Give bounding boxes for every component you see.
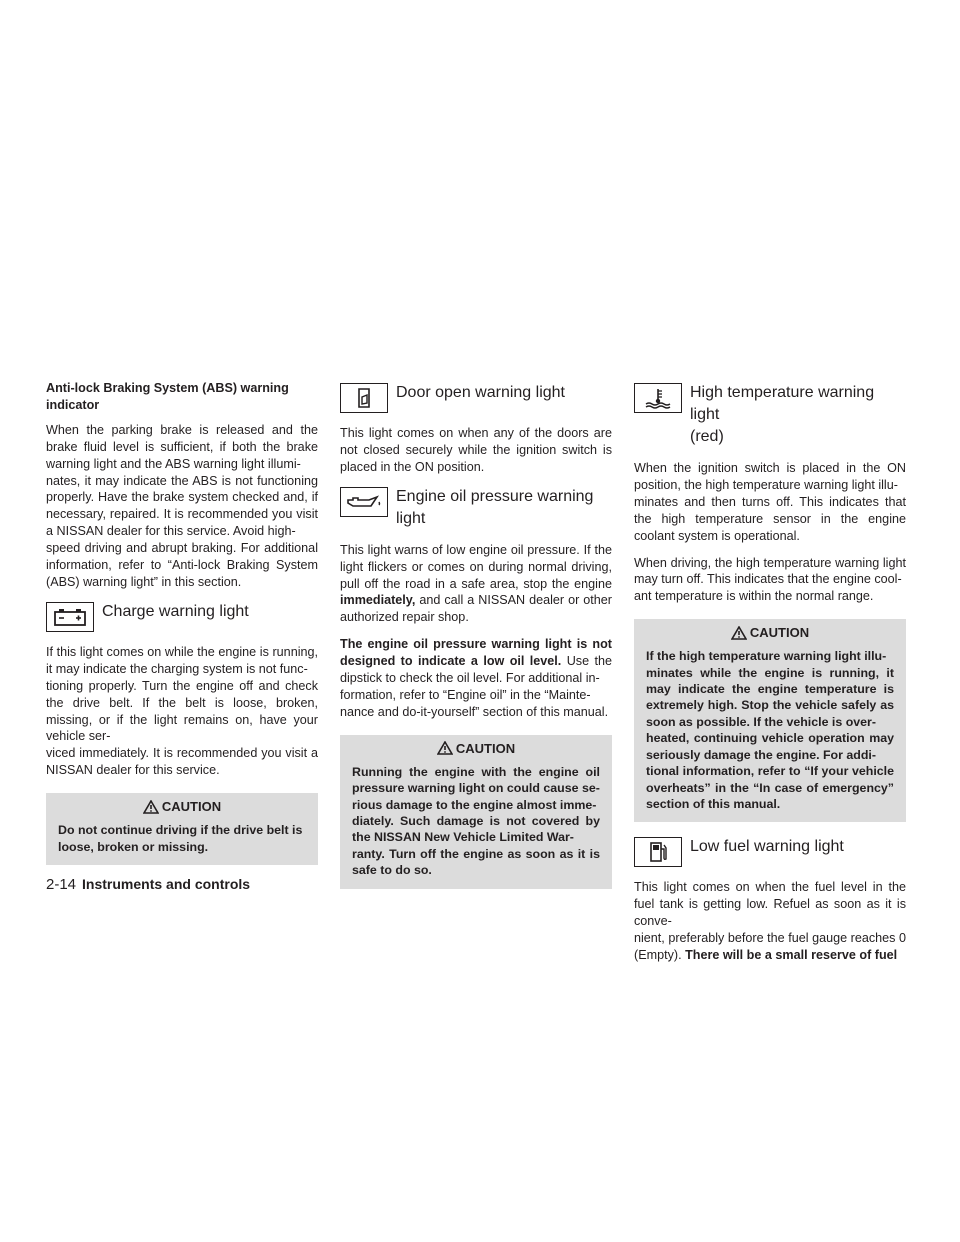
fuel-paragraph [634,879,906,964]
caution-heading [58,799,306,814]
caution-box-2 [340,735,612,889]
oil-note-text: Use the dipstick to check the oil level. For additional in- formation, refer to “Engine oil” in the “Mainte- nance and do-it-yourself” section of this manual. [340,654,612,719]
caution-label: CAUTION [749,625,810,641]
oil-note-emphasis: The engine oil pressure warning light is not designed to indicate a low oil level. [340,637,612,669]
door-open-icon [340,383,388,413]
door-warning-header [340,382,612,413]
oil-text-emphasis: immediately, [340,593,416,608]
door-paragraph: This light comes on when any of the doors are not closed securely while the ignition switch is placed in the ON position. [340,426,612,474]
abs-heading: Anti-lock Braking System (ABS) warning indicator [46,381,289,412]
oil-can-icon [340,487,388,517]
section-title: Instruments and controls [82,876,251,892]
oil-text-end: and call a NISSAN dealer or other authorized repair shop. [340,593,612,625]
charge-paragraph: If this light comes on while the engine is running, it may indicate the charging system is not func- tioning properly. Turn the engine off and check the drive belt. If the belt is loose, broken, missing, or if the light remains on, have your vehicle ser- viced immediately. It is recommended you visit a NISSAN dealer for this service. [46,644,318,778]
oil-text-start: This light warns of low engine oil pressure. If the light flickers or comes on during normal driving, pull off the road in a safe area, stop the engine [340,542,612,591]
temp-warning-header [634,382,906,448]
column-3 [634,380,906,974]
oil-warning-header [340,486,612,530]
page-number: 2-14 [46,876,77,893]
caution-label: CAUTION [455,740,516,756]
warning-triangle-icon [731,626,747,640]
warning-triangle-icon [143,800,159,814]
temp-paragraph-2: When driving, the high temperature warning light may turn off. This indicates that the engine cool- ant temperature is within the normal range. [634,555,906,604]
charge-warning-header [46,601,318,632]
caution-box-3 [634,619,906,822]
caution-box-1 [46,793,318,865]
caution-text: Running the engine with the engine oil pressure warning light on could cause se- rious damage to the engine almost imme- diately. Such damage is not covered by the NISSAN New Vehicle Limited War- ranty. Turn off the engine as soon as it is safe to do so. [352,764,600,878]
caution-heading [646,625,894,640]
temp-paragraph-1: When the ignition switch is placed in the ON position, the high temperature warning light illu- minates and then turns off. This indicates that the high temperature sensor in the engine coolant system is operational. [634,461,906,543]
caution-text: Do not continue driving if the drive belt is loose, broken or missing. [58,823,303,854]
page-footer [46,876,250,893]
oil-paragraph [340,542,612,627]
fuel-text-emphasis: There will be a small reserve of fuel [685,947,898,962]
caution-label: CAUTION [161,799,222,815]
oil-warning-title: Engine oil pressure warning light [396,487,594,527]
fuel-warning-title: Low fuel warning light [690,838,844,856]
caution-heading [352,741,600,756]
battery-icon [46,602,94,632]
column-2 [340,380,612,903]
door-warning-title: Door open warning light [396,384,565,401]
caution-text: If the high temperature warning light illu- minates while the engine is running, it may indicate the engine temperature is extremely high. Stop the vehicle safely as soon as possible. If the vehicle is over- heated, continuing vehicle operation may seriously damage the engine. For addi- tional information, refer to “If your vehicle overheats” in the “In case of emergency” section of this manual. [646,649,894,811]
oil-note-paragraph [340,636,612,721]
fuel-pump-icon [634,837,682,867]
temp-warning-title: High temperature warning light (red) [690,384,875,445]
column-1 [46,380,318,879]
fuel-text-start: This light comes on when the fuel level in the fuel tank is getting low. Refuel as soon as it is conve- nient, preferably before the fuel gauge reaches 0 (Empty). [634,880,906,962]
fuel-warning-header [634,836,906,867]
abs-paragraph: When the parking brake is released and the brake fluid level is sufficient, if both the brake warning light and the ABS warning light illumi- nates, it may indicate the ABS is not functioning properly. Have the brake system checked and, if necessary, repaired. It is recommended you visit a NISSAN dealer for this service. Avoid high- speed driving and abrupt braking. For additional information, refer to “Anti-lock Braking System (ABS) warning light” in this section. [46,422,318,589]
warning-triangle-icon [437,741,453,755]
coolant-temperature-icon [634,383,682,413]
charge-warning-title: Charge warning light [102,602,249,620]
